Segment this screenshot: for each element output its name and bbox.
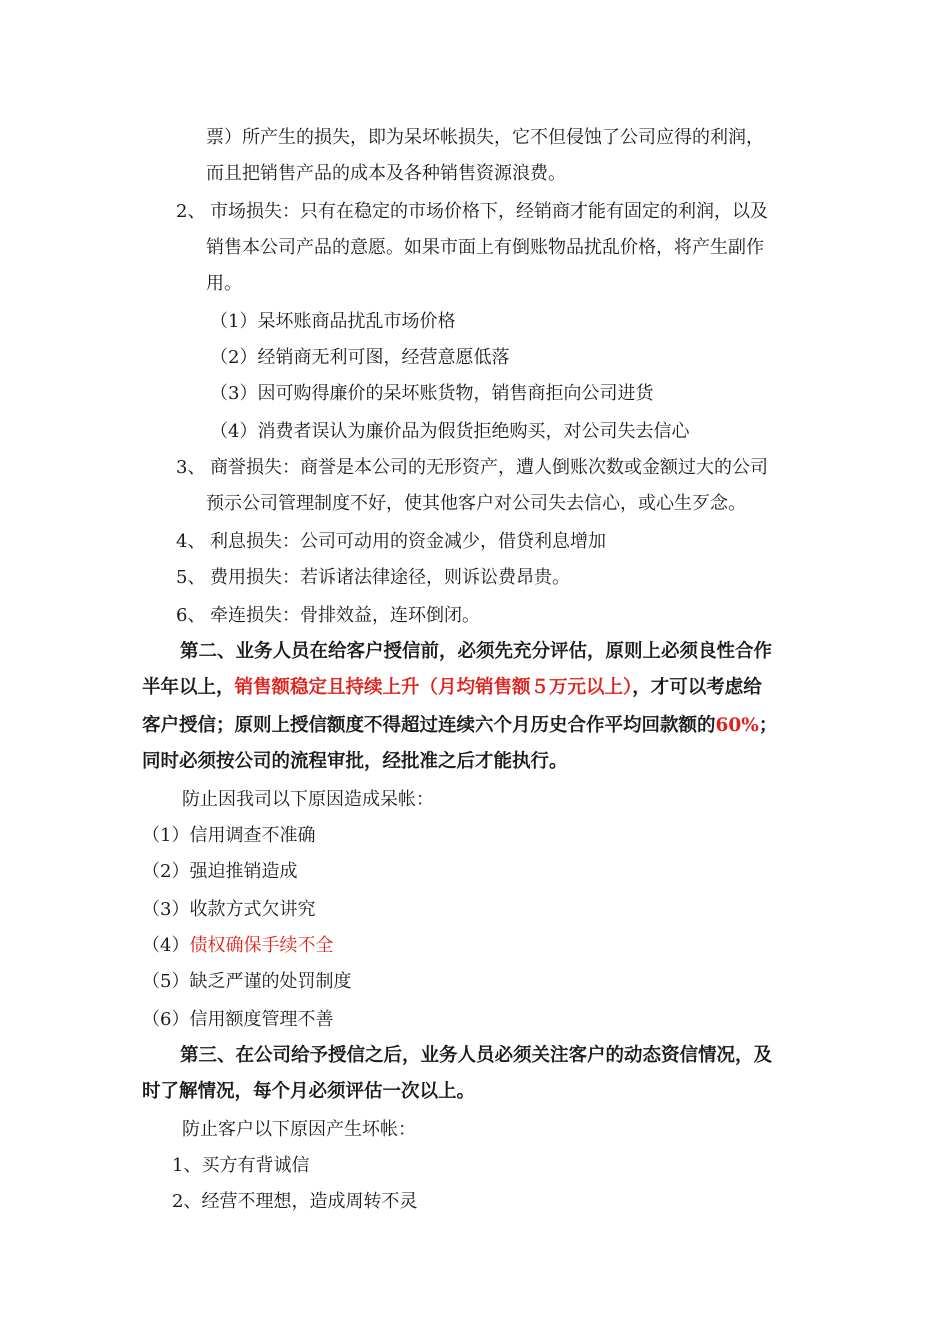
section3-heading-line: 第三、在公司给予授信之后，业务人员必须关注客户的动态资信情况，及 xyxy=(180,1045,773,1066)
paragraph-line: 而且把销售产品的成本及各种销售资源浪费。 xyxy=(206,163,566,184)
list-item-interest-loss xyxy=(176,530,606,554)
cause-item: （6）信用额度管理不善 xyxy=(142,1009,334,1030)
sub-list-item: （1）呆坏账商品扰乱市场价格 xyxy=(210,311,456,332)
section2-text: ； xyxy=(758,715,778,736)
section2-line xyxy=(142,714,777,738)
list-text: 商誉损失：商誉是本公司的无形资产，遭人倒账次数或金额过大的公司 xyxy=(210,457,768,478)
list-number: 4、 xyxy=(176,531,206,552)
paragraph-line: 用。 xyxy=(206,273,242,294)
sub-list-item: （2）经销商无利可图，经营意愿低落 xyxy=(210,347,510,368)
customer-causes-intro: 防止客户以下原因产生坏帐： xyxy=(182,1119,416,1140)
cause-number: （4） xyxy=(142,935,190,956)
list-item-expense-loss xyxy=(176,566,570,590)
paragraph-line: 销售本公司产品的意愿。如果市面上有倒账物品扰乱价格，将产生副作 xyxy=(206,237,764,258)
cause-item: （1）信用调查不准确 xyxy=(142,825,316,846)
list-number: 5、 xyxy=(176,567,206,588)
list-item-market-loss xyxy=(176,200,768,224)
section2-text: 客户授信；原则上授信额度不得超过连续六个月历史合作平均回款额的 xyxy=(142,715,716,736)
list-item-reputation-loss xyxy=(176,456,768,480)
section2-text: 半年以上， xyxy=(142,677,235,698)
list-text: 牵连损失：骨排效益，连环倒闭。 xyxy=(210,605,480,626)
list-number: 3、 xyxy=(176,457,206,478)
list-number: 6、 xyxy=(176,605,206,626)
cause-item: （5）缺乏严谨的处罚制度 xyxy=(142,971,352,992)
cause-highlight: 债权确保手续不全 xyxy=(189,935,334,956)
cause-item: （3）收款方式欠讲究 xyxy=(142,899,316,920)
list-text: 费用损失：若诉诸法律途径，则诉讼费昂贵。 xyxy=(210,567,570,588)
section2-line: 同时必须按公司的流程审批，经批准之后才能执行。 xyxy=(142,751,568,772)
sub-list-item: （3）因可购得廉价的呆坏账货物，销售商拒向公司进货 xyxy=(210,383,654,404)
section2-heading-line: 第二、业务人员在给客户授信前，必须先充分评估，原则上必须良性合作 xyxy=(180,641,773,662)
list-text: 市场损失：只有在稳定的市场价格下，经销商才能有固定的利润，以及 xyxy=(210,201,768,222)
cause-item xyxy=(142,934,333,958)
customer-cause-item: 1、买方有背诚信 xyxy=(172,1155,310,1176)
list-item-implication-loss xyxy=(176,604,480,628)
sub-list-item: （4）消费者误认为廉价品为假货拒绝购买，对公司失去信心 xyxy=(210,421,690,442)
paragraph-line: 预示公司管理制度不好，使其他客户对公司失去信心，或心生歹念。 xyxy=(206,493,746,514)
paragraph-line: 票）所产生的损失，即为呆坏帐损失，它不但侵蚀了公司应得的利润， xyxy=(206,127,764,148)
causes-intro: 防止因我司以下原因造成呆帐： xyxy=(182,789,434,810)
section2-line xyxy=(142,676,762,700)
sales-requirement-highlight: 销售额稳定且持续上升（月均销售额５万元以上） xyxy=(234,677,633,698)
section3-line: 时了解情况，每个月必须评估一次以上。 xyxy=(142,1081,476,1102)
customer-cause-item: 2、经营不理想，造成周转不灵 xyxy=(172,1191,418,1212)
list-text: 利息损失：公司可动用的资金减少，借贷利息增加 xyxy=(210,531,606,552)
section2-text: ，才可以考虑给 xyxy=(632,677,762,698)
percentage-highlight: 60% xyxy=(715,715,759,736)
cause-item: （2）强迫推销造成 xyxy=(142,861,298,882)
list-number: 2、 xyxy=(176,201,206,222)
